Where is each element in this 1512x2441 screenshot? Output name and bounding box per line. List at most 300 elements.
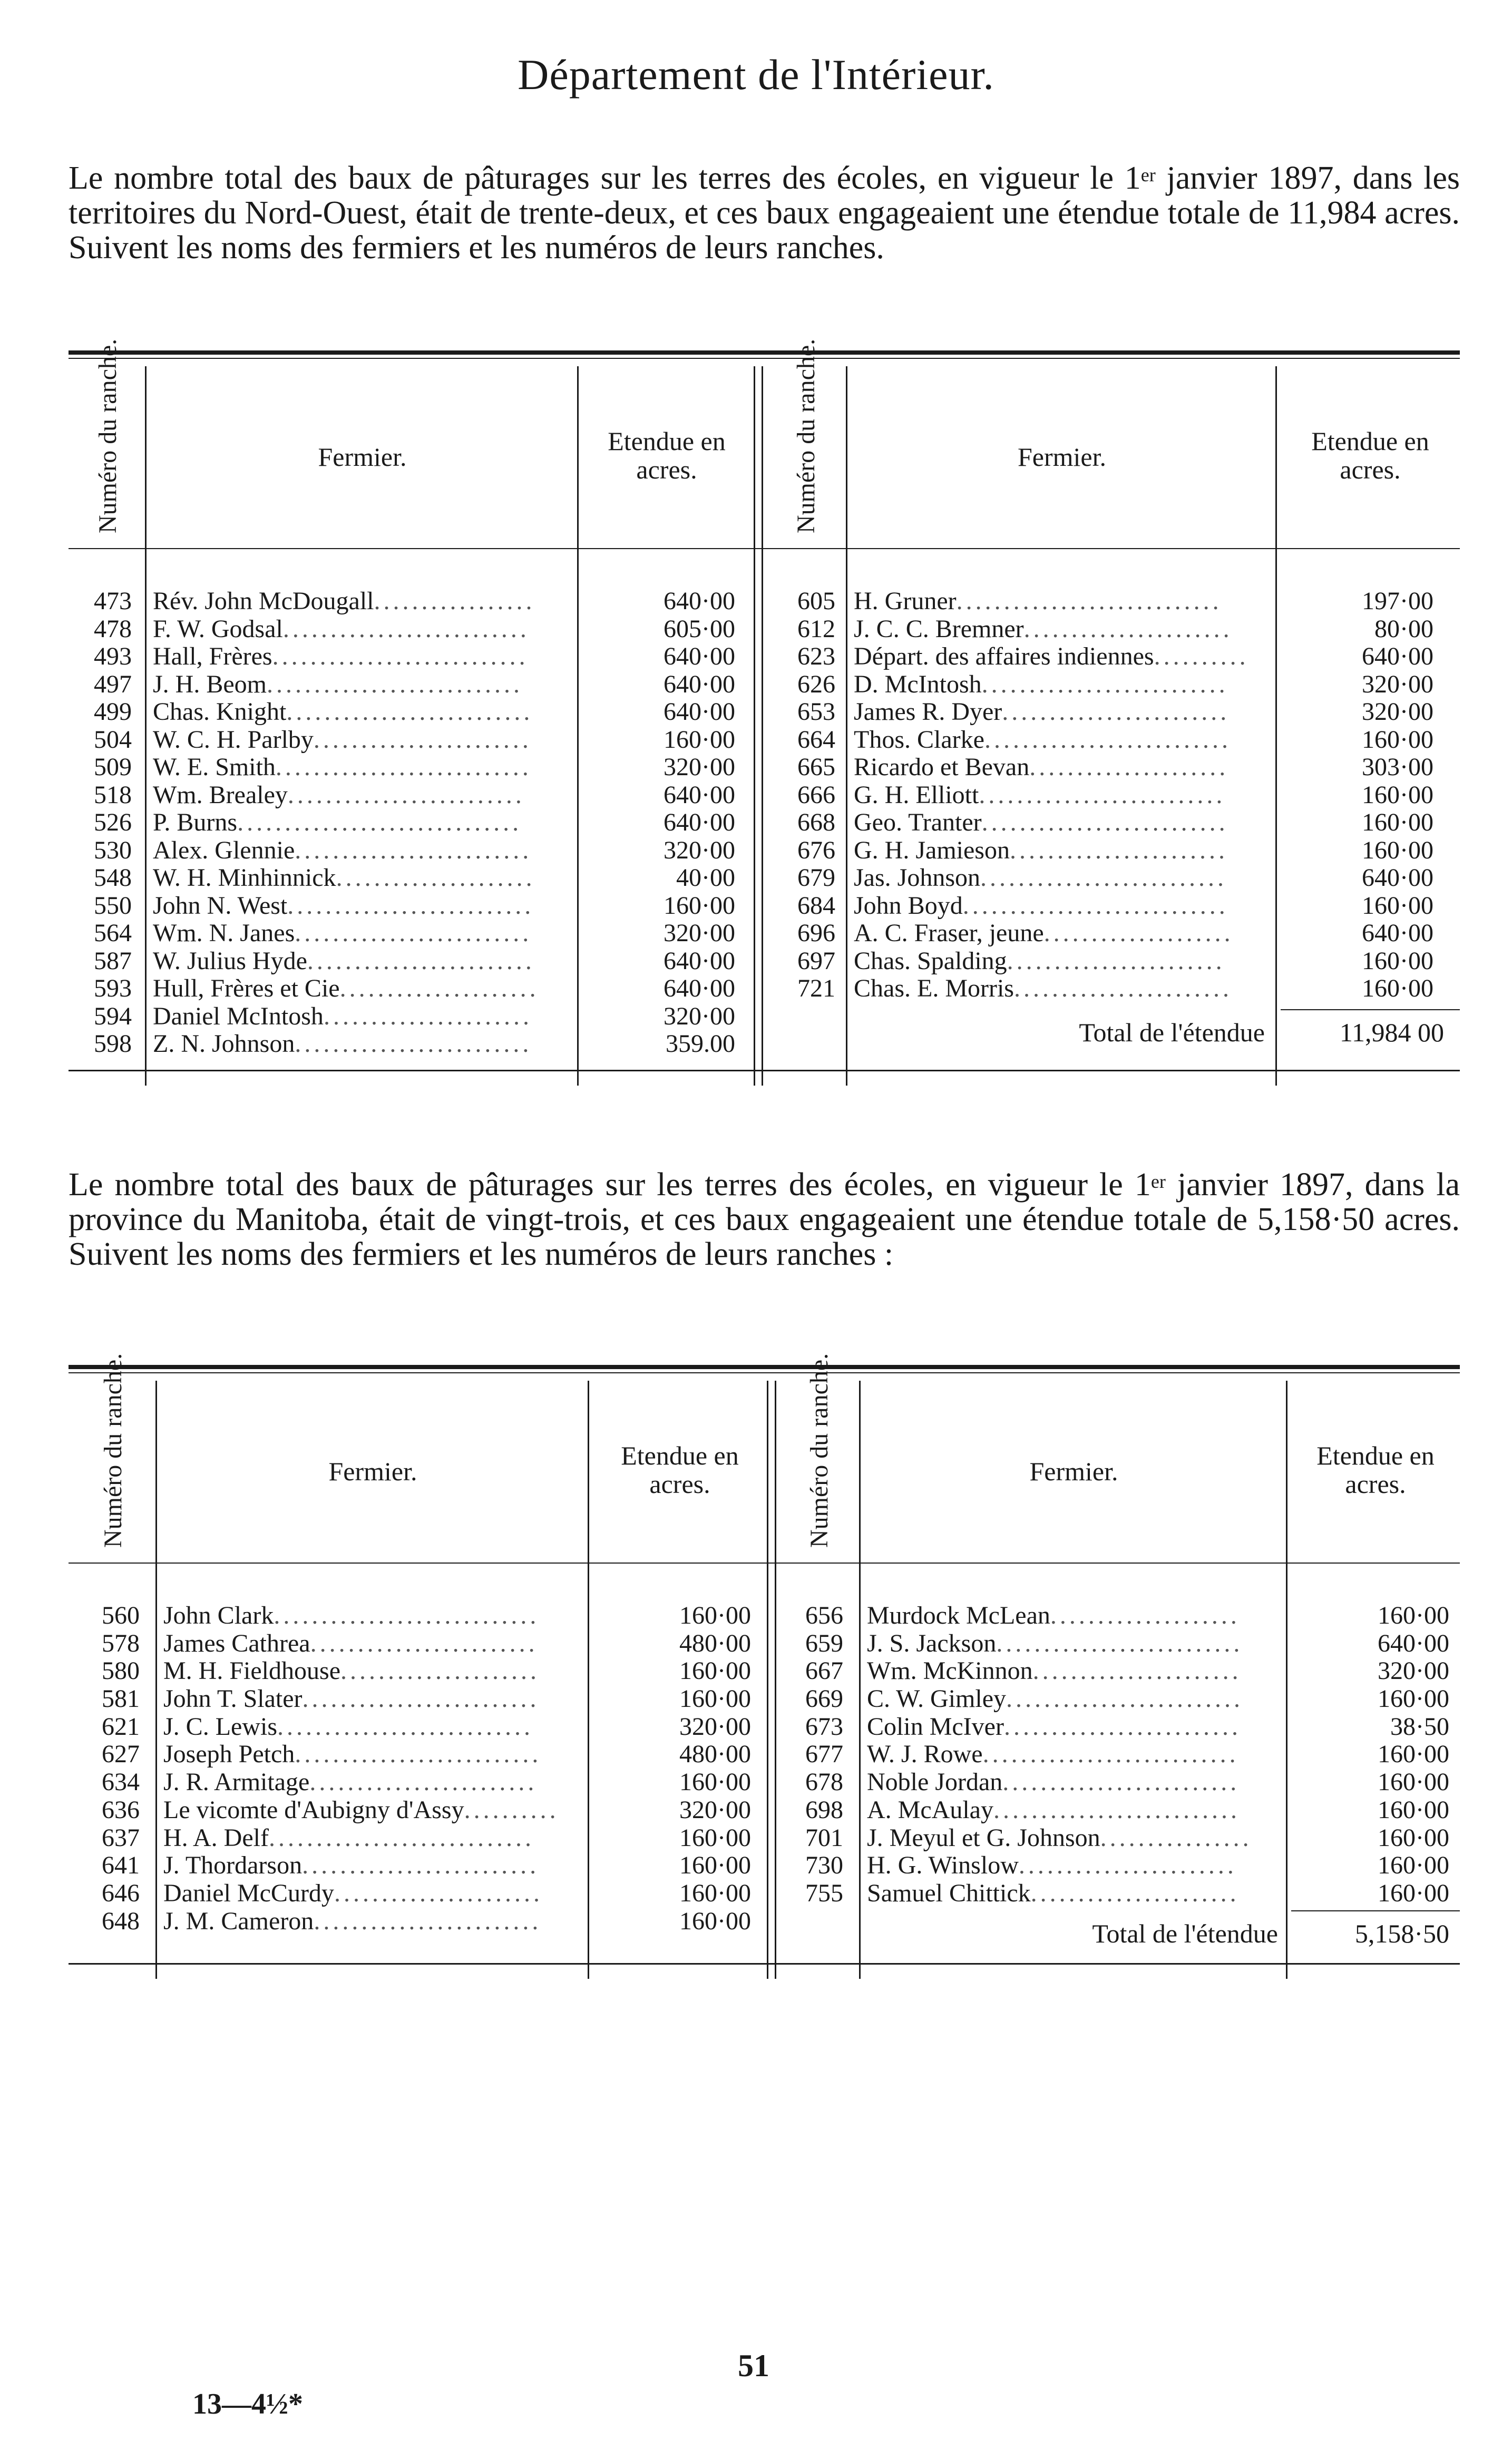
farmer-name: Hall, Frères	[153, 642, 272, 670]
cell-name	[153, 782, 572, 809]
cell-acres: 160·00	[1362, 808, 1433, 836]
farmer-name: H. G. Winslow	[867, 1851, 1019, 1880]
table-header-rule	[69, 1563, 1460, 1564]
leader-dots: ..........................	[295, 1740, 542, 1769]
farmer-name: J. C. C. Bremner	[854, 614, 1024, 643]
header-etendue: Etendue en acres.	[1311, 426, 1429, 484]
cell-num: 659	[805, 1629, 843, 1657]
cell-acres: 160·00	[664, 725, 735, 754]
farmer-name: John Clark	[163, 1602, 274, 1629]
leader-dots: ..........................	[984, 725, 1231, 754]
leader-dots: ......................	[323, 1002, 532, 1030]
table-rule	[69, 1365, 1460, 1369]
cell-num: 499	[94, 698, 132, 726]
leader-dots: ........................	[307, 946, 535, 975]
cell-num: 677	[805, 1740, 843, 1769]
cell-acres: 160·00	[1378, 1740, 1449, 1769]
ordinal-superscript: er	[1150, 1171, 1166, 1192]
header-numero: Numéro du ranche.	[99, 1353, 127, 1548]
cell-name	[153, 1003, 572, 1031]
cell-acres: 160·00	[664, 891, 735, 920]
cell-num: 587	[94, 946, 132, 975]
farmer-name: W. C. H. Parlby	[153, 725, 314, 754]
farmer-name: J. Thordarson	[163, 1851, 303, 1880]
farmer-name: James Cathrea	[163, 1629, 310, 1657]
cell-acres: 160·00	[679, 1657, 751, 1685]
cell-acres: 640·00	[1378, 1629, 1449, 1657]
cell-num: 504	[94, 725, 132, 754]
cell-num: 578	[102, 1629, 140, 1657]
cell-acres: 160·00	[679, 1685, 751, 1713]
cell-acres: 160·00	[679, 1823, 751, 1852]
cell-name	[163, 1824, 582, 1852]
cell-acres: 160·00	[1378, 1685, 1449, 1713]
farmer-name: F. W. Godsal	[153, 614, 283, 643]
farmer-name: Colin McIver	[867, 1712, 1004, 1741]
cell-name	[153, 616, 572, 643]
table-rule	[69, 358, 1460, 359]
cell-num: 473	[94, 587, 132, 615]
farmer-name: Ricardo et Bevan	[854, 753, 1030, 781]
cell-name	[854, 892, 1270, 920]
column-name	[867, 1602, 1281, 1908]
cell-num: 560	[102, 1602, 140, 1629]
leader-dots: .....................	[1029, 753, 1229, 781]
leader-dots: ..........................	[981, 670, 1228, 698]
cell-acres: 160·00	[1362, 891, 1433, 920]
farmer-name: Daniel McCurdy	[163, 1879, 334, 1907]
cell-acres: 320·00	[664, 753, 735, 781]
cell-num: 627	[102, 1740, 140, 1769]
cell-num: 755	[805, 1879, 843, 1907]
leader-dots: .........................	[295, 836, 532, 864]
leader-dots: .......................	[313, 725, 532, 754]
cell-num: 664	[797, 725, 835, 754]
cell-acres: 160·00	[679, 1907, 751, 1935]
leader-dots: .....................	[339, 974, 539, 1002]
cell-acres: 160·00	[1378, 1879, 1449, 1907]
cell-acres: 320·00	[1362, 670, 1433, 698]
cell-name	[854, 948, 1270, 975]
total-rule	[1281, 1009, 1460, 1010]
leader-dots: .........................	[302, 1685, 540, 1713]
leader-dots: ..........	[1154, 642, 1249, 670]
cell-name	[163, 1908, 582, 1936]
cell-acres: 480·00	[679, 1629, 751, 1657]
leader-dots: ............................	[274, 1602, 540, 1629]
cell-num: 594	[94, 1002, 132, 1030]
cell-acres: 160·00	[1362, 836, 1433, 864]
header-etendue: Etendue en acres.	[621, 1441, 739, 1499]
cell-name	[867, 1602, 1281, 1630]
cell-acres: 160·00	[1362, 946, 1433, 975]
cell-num: 593	[94, 974, 132, 1002]
leader-dots: ..........................	[979, 780, 1226, 809]
paragraph-text: Le nombre total des baux de pâturages sur les terres des écoles, en vigueur le 1	[69, 1167, 1151, 1203]
cell-acres: 640·00	[1362, 864, 1433, 892]
total-value: 5,158·50	[1354, 1919, 1449, 1948]
cell-num: 518	[94, 780, 132, 809]
table-header-rule	[69, 548, 1460, 549]
cell-acres: 80·00	[1374, 614, 1433, 643]
cell-name	[163, 1796, 582, 1824]
cell-acres: 605·00	[664, 614, 735, 643]
cell-acres: 160·00	[679, 1879, 751, 1907]
column-acres	[582, 588, 735, 1058]
cell-name	[867, 1630, 1281, 1658]
cell-acres: 320·00	[679, 1795, 751, 1824]
leader-dots: ........................	[1002, 698, 1230, 726]
cell-num: 548	[94, 864, 132, 892]
cell-num: 623	[797, 642, 835, 670]
leader-dots: ..........................	[282, 614, 530, 643]
column-name	[854, 588, 1270, 1003]
farmer-name: John T. Slater	[163, 1685, 303, 1713]
column-num	[764, 588, 835, 1003]
intro-paragraph-manitoba	[69, 1167, 1460, 1272]
cell-num: 669	[805, 1685, 843, 1713]
cell-name	[153, 726, 572, 754]
cell-num: 668	[797, 808, 835, 836]
cell-name	[163, 1685, 582, 1713]
farmer-name: W. Julius Hyde	[153, 946, 307, 975]
cell-num: 701	[805, 1823, 843, 1852]
cell-name	[854, 671, 1270, 699]
cell-acres: 160·00	[1378, 1851, 1449, 1880]
cell-acres: 40·00	[676, 864, 735, 892]
cell-acres: 320·00	[664, 919, 735, 947]
cell-name	[854, 726, 1270, 754]
paragraph-text: janvier 1897, dans les territoires du Nord-Ouest, était de trente-deux, et ces baux engageaient une étendue totale de 11,984 acres. Suivent les noms des fermiers et les numéros de leurs ranches.	[69, 160, 1460, 266]
cell-num: 493	[94, 642, 132, 670]
cell-name	[854, 588, 1270, 616]
farmer-name: M. H. Fieldhouse	[163, 1657, 340, 1685]
cell-name	[163, 1769, 582, 1796]
cell-name	[153, 588, 572, 616]
cell-acres: 640·00	[1362, 919, 1433, 947]
cell-name	[867, 1657, 1281, 1685]
column-name	[153, 588, 572, 1058]
cell-acres: 640·00	[664, 974, 735, 1002]
cell-acres: 359.00	[666, 1030, 735, 1058]
farmer-name: G. H. Jamieson	[854, 836, 1010, 864]
leader-dots: ..........................	[287, 891, 534, 920]
farmer-name: Joseph Petch	[163, 1740, 295, 1769]
farmer-name: H. A. Delf	[163, 1823, 269, 1852]
column-acres	[1291, 1602, 1449, 1908]
page-number: 51	[738, 2348, 769, 2383]
cell-acres: 303·00	[1362, 753, 1433, 781]
leader-dots: ............................	[268, 1823, 534, 1852]
cell-acres: 160·00	[1378, 1768, 1449, 1796]
farmer-name: Chas. Spalding	[854, 946, 1007, 975]
farmer-name: A. C. Fraser, jeune	[854, 919, 1044, 947]
cell-acres: 160·00	[1378, 1795, 1449, 1824]
leader-dots: .....................	[336, 864, 535, 892]
cell-num: 730	[805, 1851, 843, 1880]
cell-acres: 480·00	[679, 1740, 751, 1769]
leader-dots: ............................	[962, 891, 1228, 920]
farmer-name: James R. Dyer	[854, 698, 1002, 726]
header-etendue: Etendue en acres.	[608, 426, 726, 484]
cell-acres: 197·00	[1362, 587, 1433, 615]
cell-num: 679	[797, 864, 835, 892]
cell-acres: 160·00	[1378, 1602, 1449, 1629]
farmer-name: W. E. Smith	[153, 753, 276, 781]
cell-name	[867, 1880, 1281, 1908]
cell-num: 698	[805, 1795, 843, 1824]
cell-name	[153, 754, 572, 782]
leader-dots: ...........................	[267, 670, 523, 698]
page-title: Département de l'Intérieur.	[518, 51, 994, 99]
leader-dots: .........................	[1003, 1712, 1241, 1741]
cell-name	[854, 809, 1270, 837]
column-name	[163, 1602, 582, 1935]
leader-dots: ....................	[1050, 1602, 1240, 1629]
paragraph-text: janvier 1897, dans la province du Manitoba, était de vingt-trois, et ces baux engageaient une étendue totale de 5,158·50 acres. Suivent les noms des fermiers et les numéros de leurs ranches :	[69, 1167, 1460, 1272]
column-acres	[593, 1602, 751, 1935]
farmer-name: A. McAulay	[867, 1795, 993, 1824]
cell-name	[163, 1741, 582, 1769]
leader-dots: .................	[374, 588, 535, 615]
farmer-name: Alex. Glennie	[153, 836, 295, 864]
farmer-name: Wm. Brealey	[153, 780, 288, 809]
cell-name	[153, 671, 572, 699]
cell-name	[867, 1741, 1281, 1769]
table-rule	[69, 1372, 1460, 1373]
leader-dots: .......................	[1018, 1851, 1237, 1880]
cell-num: 497	[94, 670, 132, 698]
cell-num: 637	[102, 1823, 140, 1852]
cell-num: 666	[797, 780, 835, 809]
cell-name	[854, 698, 1270, 726]
farmer-name: J. M. Cameron	[163, 1907, 314, 1935]
leader-dots: ..........................	[981, 808, 1228, 836]
leader-dots: ........................	[314, 1907, 542, 1935]
cell-name	[153, 864, 572, 892]
cell-acres: 640·00	[664, 642, 735, 670]
header-numero: Numéro du ranche.	[94, 338, 122, 533]
farmer-name: Jas. Johnson	[854, 864, 981, 892]
farmer-name: Z. N. Johnson	[153, 1030, 295, 1058]
farmer-name: Rév. John McDougall	[153, 588, 374, 615]
cell-name	[153, 948, 572, 975]
cell-num: 626	[797, 670, 835, 698]
leader-dots: ........................	[309, 1768, 538, 1796]
farmer-name: J. R. Armitage	[163, 1768, 310, 1796]
leader-dots: ...........................	[272, 642, 529, 670]
leader-dots: ..........................	[993, 1795, 1240, 1824]
column-divider-double	[754, 366, 763, 1086]
cell-acres: 160·00	[679, 1851, 751, 1880]
intro-paragraph-nord-ouest	[69, 161, 1460, 265]
header-fermier: Fermier.	[1029, 1457, 1118, 1486]
cell-acres: 160·00	[1362, 725, 1433, 754]
leader-dots: ......................	[334, 1879, 543, 1907]
cell-num: 621	[102, 1712, 140, 1741]
cell-num: 721	[797, 974, 835, 1002]
cell-name	[153, 698, 572, 726]
leader-dots: ..........	[464, 1795, 559, 1824]
farmer-name: D. McIntosh	[854, 670, 982, 698]
farmer-name: Hull, Frères et Cie	[153, 974, 340, 1002]
farmer-name: Noble Jordan	[867, 1768, 1003, 1796]
farmer-name: Départ. des affaires indiennes	[854, 642, 1154, 670]
cell-name	[153, 837, 572, 865]
leader-dots: ......................	[1032, 1657, 1242, 1685]
cell-name	[153, 920, 572, 948]
farmer-name: J. S. Jackson	[867, 1629, 997, 1657]
cell-acres: 320·00	[664, 836, 735, 864]
cell-name	[867, 1769, 1281, 1796]
table-bottom-rule	[69, 1963, 1460, 1965]
cell-num: 605	[797, 587, 835, 615]
leader-dots: ...........................	[275, 753, 532, 781]
leader-dots: ..........................	[286, 698, 533, 726]
cell-name	[163, 1713, 582, 1741]
column-divider	[577, 366, 579, 1086]
column-divider	[155, 1381, 157, 1979]
leader-dots: .....................	[340, 1657, 540, 1685]
column-divider	[1286, 1381, 1287, 1979]
cell-name	[153, 809, 572, 837]
cell-name	[854, 754, 1270, 782]
table-manitoba	[69, 1353, 1460, 1971]
column-divider	[145, 366, 147, 1086]
ordinal-superscript: er	[1140, 164, 1156, 185]
cell-num: 646	[102, 1879, 140, 1907]
cell-num: 580	[102, 1657, 140, 1685]
farmer-name: P. Burns	[153, 808, 238, 836]
farmer-name: H. Gruner	[854, 588, 957, 615]
cell-name	[153, 975, 572, 1003]
cell-num: 667	[805, 1657, 843, 1685]
cell-name	[163, 1852, 582, 1880]
cell-name	[854, 782, 1270, 809]
cell-name	[854, 975, 1270, 1003]
cell-acres: 320·00	[1378, 1657, 1449, 1685]
cell-num: 550	[94, 891, 132, 920]
leader-dots: .........................	[1002, 1768, 1240, 1796]
farmer-name: Wm. McKinnon	[867, 1657, 1033, 1685]
leader-dots: .......................	[1009, 836, 1228, 864]
farmer-name: J. H. Beom	[153, 670, 267, 698]
cell-name	[854, 616, 1270, 643]
header-fermier: Fermier.	[328, 1457, 417, 1486]
farmer-name: Thos. Clarke	[854, 725, 984, 754]
cell-name	[163, 1880, 582, 1908]
column-divider	[846, 366, 847, 1086]
column-divider-double	[767, 1381, 776, 1979]
cell-name	[867, 1685, 1281, 1713]
farmer-name: John N. West	[153, 891, 288, 920]
column-divider	[588, 1381, 589, 1979]
cell-num: 673	[805, 1712, 843, 1741]
farmer-name: G. H. Elliott	[854, 780, 979, 809]
column-acres	[1281, 588, 1433, 1003]
cell-name	[867, 1824, 1281, 1852]
cell-num: 697	[797, 946, 835, 975]
table-nord-ouest	[69, 338, 1460, 1088]
cell-acres: 640·00	[1362, 642, 1433, 670]
leader-dots: .........................	[302, 1851, 540, 1880]
cell-acres: 640·00	[664, 587, 735, 615]
leader-dots: ............................	[956, 588, 1222, 615]
table-bottom-rule	[69, 1070, 1460, 1071]
cell-name	[854, 920, 1270, 948]
cell-name	[163, 1657, 582, 1685]
leader-dots: ......................	[1030, 1879, 1240, 1907]
cell-name	[153, 643, 572, 671]
header-numero: Numéro du ranche.	[792, 338, 820, 533]
cell-acres: 320·00	[679, 1712, 751, 1741]
cell-name	[163, 1630, 582, 1658]
farmer-name: W. H. Minhinnick	[153, 864, 336, 892]
cell-num: 612	[797, 614, 835, 643]
farmer-name: John Boyd	[854, 891, 963, 920]
total-value: 11,984 00	[1339, 1018, 1444, 1047]
cell-name	[854, 643, 1270, 671]
leader-dots: ..............................	[237, 808, 522, 836]
leader-dots: ................	[1100, 1823, 1252, 1852]
cell-num: 696	[797, 919, 835, 947]
farmer-name: Geo. Tranter	[854, 808, 982, 836]
cell-acres: 160·00	[1362, 780, 1433, 809]
leader-dots: .........................	[295, 1030, 532, 1058]
cell-acres: 320·00	[1362, 698, 1433, 726]
cell-name	[163, 1602, 582, 1630]
cell-num: 478	[94, 614, 132, 643]
farmer-name: Samuel Chittick	[867, 1879, 1031, 1907]
header-numero: Numéro du ranche.	[805, 1353, 833, 1548]
cell-num: 684	[797, 891, 835, 920]
farmer-name: C. W. Gimley	[867, 1685, 1007, 1713]
farmer-name: Wm. N. Janes	[153, 919, 295, 947]
cell-acres: 160·00	[679, 1602, 751, 1629]
cell-num: 665	[797, 753, 835, 781]
leader-dots: ..........................	[980, 864, 1227, 892]
column-divider	[859, 1381, 861, 1979]
leader-dots: .......................	[1007, 946, 1225, 975]
cell-acres: 160·00	[679, 1768, 751, 1796]
cell-acres: 640·00	[664, 808, 735, 836]
leader-dots: .........................	[287, 780, 525, 809]
farmer-name: Murdock McLean	[867, 1602, 1050, 1629]
cell-num: 676	[797, 836, 835, 864]
cell-name	[867, 1796, 1281, 1824]
leader-dots: .........................	[1006, 1685, 1244, 1713]
cell-num: 653	[797, 698, 835, 726]
printer-signature: 13—4½*	[192, 2388, 303, 2420]
cell-num: 526	[94, 808, 132, 836]
leader-dots: ......................	[1023, 614, 1233, 643]
cell-num: 581	[102, 1685, 140, 1713]
leader-dots: ..........................	[996, 1629, 1243, 1657]
cell-name	[854, 864, 1270, 892]
cell-num: 530	[94, 836, 132, 864]
leader-dots: ........................	[310, 1629, 538, 1657]
cell-acres: 320·00	[664, 1002, 735, 1030]
column-num	[69, 1602, 140, 1935]
cell-acres: 640·00	[664, 946, 735, 975]
leader-dots: .........................	[295, 919, 532, 947]
farmer-name: W. J. Rowe	[867, 1740, 983, 1769]
cell-acres: 38·50	[1390, 1712, 1449, 1741]
farmer-name: Le vicomte d'Aubigny d'Assy	[163, 1795, 464, 1824]
farmer-name: J. C. Lewis	[163, 1712, 277, 1741]
leader-dots: .......................	[1013, 974, 1232, 1002]
farmer-name: Chas. Knight	[153, 698, 287, 726]
